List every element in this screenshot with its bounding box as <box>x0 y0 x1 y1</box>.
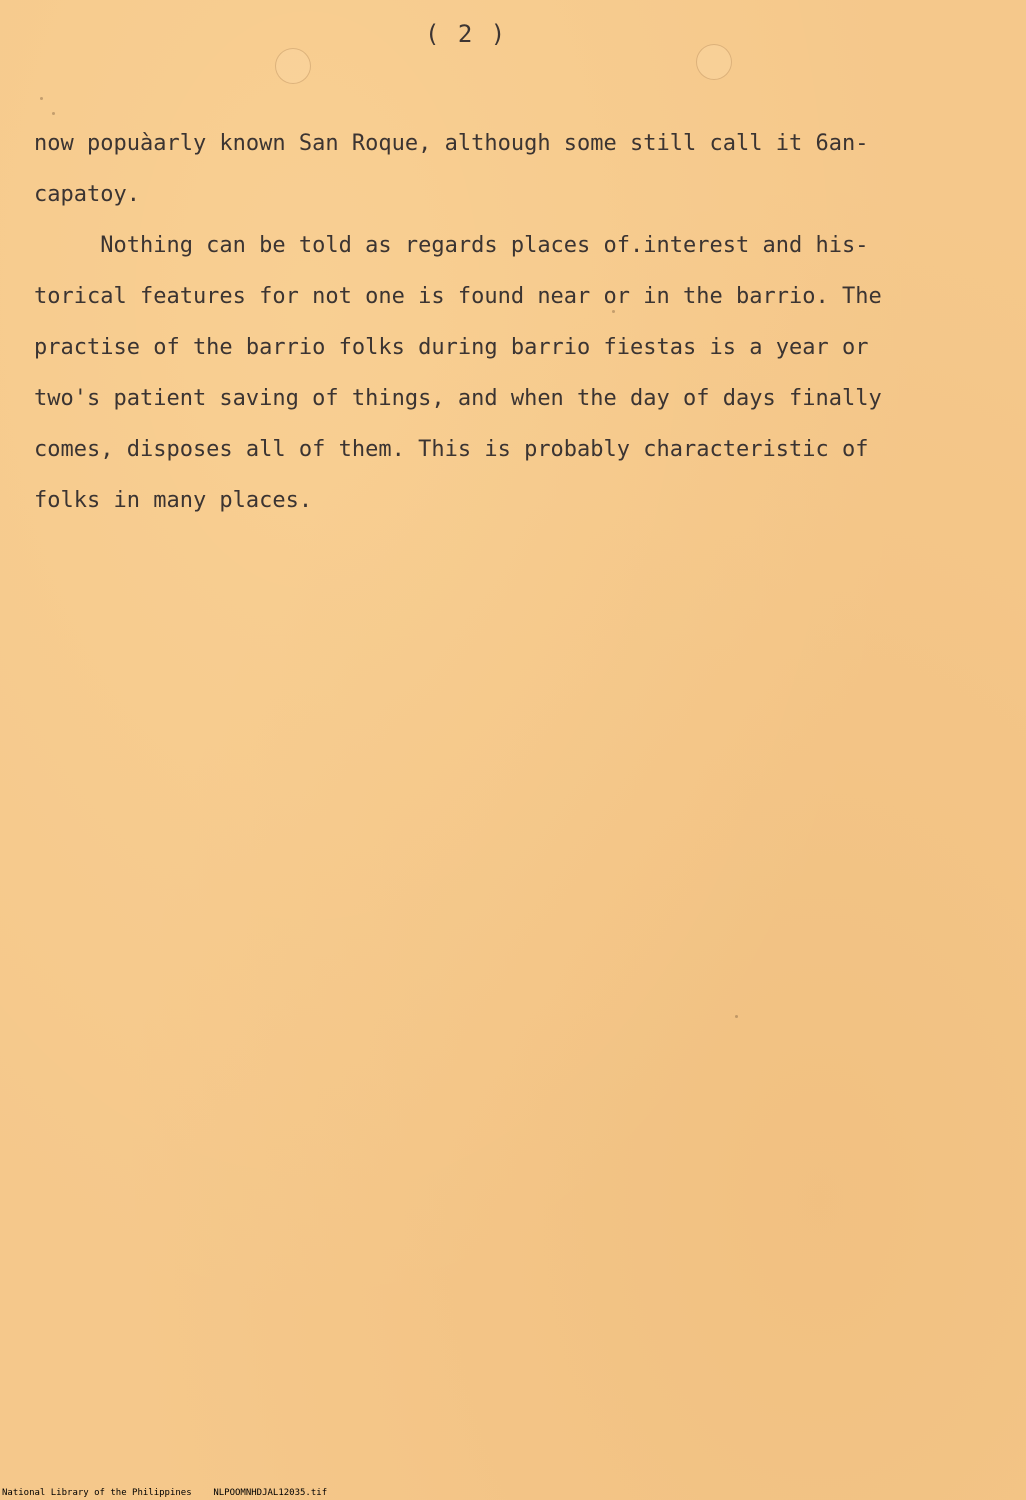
text-line: Nothing can be told as regards places of.interest and his- <box>34 233 869 258</box>
text-line: now popuàarly known San Roque, although some still call it 6an- <box>34 131 869 156</box>
punch-hole-left <box>275 48 311 84</box>
text-line: folks in many places. <box>34 488 313 513</box>
archive-footer-label: National Library of the Philippines NLPOOMNHDJAL12035.tif <box>2 1488 328 1498</box>
text-line: capatoy. <box>34 182 140 207</box>
page-number: ( 2 ) <box>425 20 508 48</box>
body-text <box>34 118 1004 526</box>
text-line: comes, disposes all of them. This is probably characteristic of <box>34 437 869 462</box>
paper-speck <box>52 112 55 115</box>
paper-speck <box>735 1015 738 1018</box>
punch-hole-right <box>696 44 732 80</box>
text-line: practise of the barrio folks during barrio fiestas is a year or <box>34 335 869 360</box>
text-line: torical features for not one is found near or in the barrio. The <box>34 284 882 309</box>
paper-speck <box>40 97 43 100</box>
text-line: two's patient saving of things, and when the day of days finally <box>34 386 882 411</box>
paper-speck <box>612 310 615 313</box>
